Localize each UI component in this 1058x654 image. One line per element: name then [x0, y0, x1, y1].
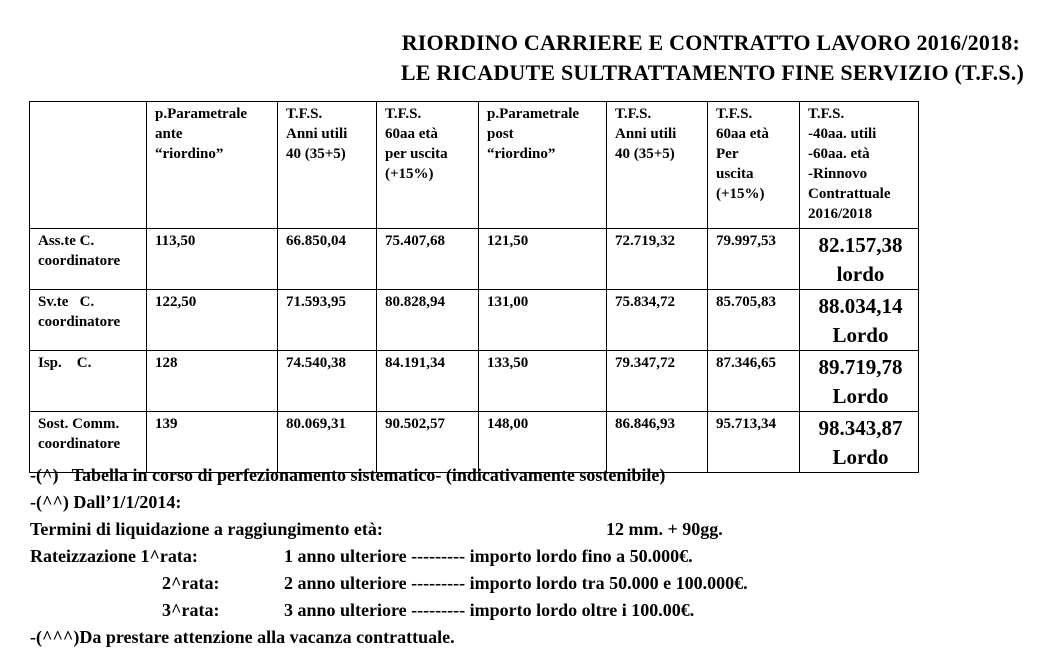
value-cell: 66.850,04 [278, 229, 377, 290]
table-header-row [30, 102, 919, 229]
installment-label: 3^rata: [162, 600, 220, 620]
value-cell: 122,50 [147, 290, 278, 351]
header-cell: p.Parametrale post “riordino” [479, 102, 607, 229]
value-cell: 90.502,57 [377, 412, 479, 473]
value-cell: 131,00 [479, 290, 607, 351]
value-cell: 80.069,31 [278, 412, 377, 473]
role-cell: Sost. Comm. coordinatore [30, 412, 147, 473]
installment-text: 2 anno ulteriore --------- importo lordo tra 50.000 e 100.000€. [284, 573, 748, 593]
total-label: Lordo [832, 384, 889, 408]
value-cell: 80.828,94 [377, 290, 479, 351]
page-title: RIORDINO CARRIERE E CONTRATTO LAVORO 2016/2018: [401, 30, 1020, 55]
value-cell: 75.407,68 [377, 229, 479, 290]
total-value: 82.157,38 [818, 233, 903, 257]
value-cell: 79.347,72 [607, 351, 708, 412]
value-cell: 139 [147, 412, 278, 473]
total-cell [800, 290, 919, 351]
header-cell: T.F.S. Anni utili 40 (35+5) [278, 102, 377, 229]
value-cell: 72.719,32 [607, 229, 708, 290]
value-cell: 75.834,72 [607, 290, 708, 351]
header-cell: T.F.S. 60aa età per uscita (+15%) [377, 102, 479, 229]
total-cell [800, 412, 919, 473]
value-cell: 85.705,83 [708, 290, 800, 351]
value-cell: 79.997,53 [708, 229, 800, 290]
installment-label: Rateizzazione 1^rata: [30, 546, 198, 566]
value-cell: 86.846,93 [607, 412, 708, 473]
note-line: -(^) Tabella in corso di perfezionamento sistematico- (indicativamente sostenibile) [30, 465, 666, 485]
note-line: -(^^) Dall’1/1/2014: [30, 492, 182, 512]
total-label: lordo [836, 262, 885, 286]
notes-section [30, 462, 748, 651]
note-value: 12 mm. + 90gg. [606, 519, 723, 539]
value-cell: 113,50 [147, 229, 278, 290]
note-line [30, 516, 723, 543]
value-cell: 128 [147, 351, 278, 412]
role-cell: Ass.te C. coordinatore [30, 229, 147, 290]
installment-text: 3 anno ulteriore --------- importo lordo oltre i 100.00€. [284, 600, 695, 620]
value-cell: 133,50 [479, 351, 607, 412]
note-line: -(^^^)Da prestare attenzione alla vacanza contrattuale. [30, 627, 455, 647]
total-value: 98.343,87 [818, 416, 903, 440]
role-cell: Isp. C. [30, 351, 147, 412]
total-label: Lordo [832, 445, 889, 469]
table-row [30, 290, 919, 351]
table-row [30, 229, 919, 290]
header-cell: T.F.S. Anni utili 40 (35+5) [607, 102, 708, 229]
page-subtitle: LE RICADUTE SULTRATTAMENTO FINE SERVIZIO (T.F.S.) [400, 60, 1024, 85]
value-cell: 87.346,65 [708, 351, 800, 412]
total-label: Lordo [832, 323, 889, 347]
value-cell: 148,00 [479, 412, 607, 473]
total-value: 89.719,78 [818, 355, 903, 379]
value-cell: 84.191,34 [377, 351, 479, 412]
installment-label: 2^rata: [162, 573, 220, 593]
note-label: Termini di liquidazione a raggiungimento età: [30, 519, 383, 539]
value-cell: 121,50 [479, 229, 607, 290]
installment-line [30, 570, 748, 597]
header-cell: p.Parametrale ante “riordino” [147, 102, 278, 229]
role-cell: Sv.te C. coordinatore [30, 290, 147, 351]
header-cell: T.F.S. -40aa. utili -60aa. età -Rinnovo Contrattuale 2016/2018 [800, 102, 919, 229]
value-cell: 74.540,38 [278, 351, 377, 412]
value-cell: 95.713,34 [708, 412, 800, 473]
total-cell [800, 351, 919, 412]
total-value: 88.034,14 [818, 294, 903, 318]
table-row [30, 351, 919, 412]
installment-text: 1 anno ulteriore --------- importo lordo fino a 50.000€. [284, 546, 693, 566]
tfs-table [29, 101, 919, 473]
installment-line [30, 543, 693, 570]
value-cell: 71.593,95 [278, 290, 377, 351]
header-cell-empty [30, 102, 147, 229]
header-cell: T.F.S. 60aa età Per uscita (+15%) [708, 102, 800, 229]
total-cell [800, 229, 919, 290]
installment-line [30, 597, 695, 624]
